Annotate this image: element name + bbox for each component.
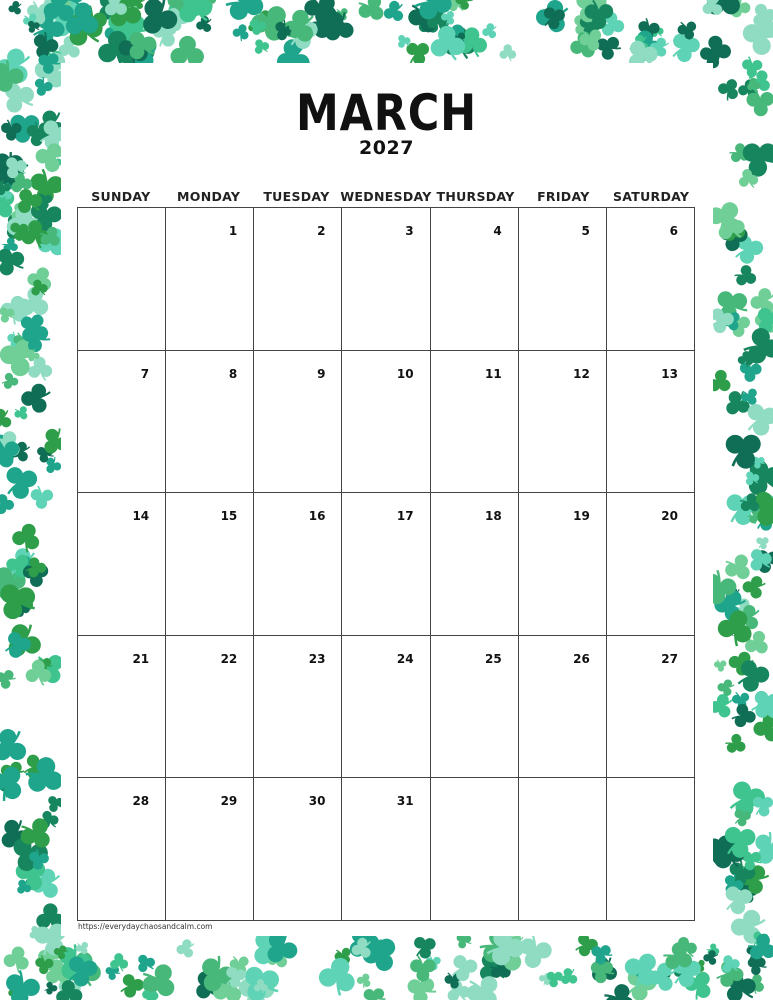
day-cell — [254, 208, 342, 351]
calendar-grid — [77, 207, 695, 921]
day-cell — [166, 208, 254, 351]
weekday-tuesday: TUESDAY — [263, 189, 330, 204]
day-number: 18 — [485, 509, 502, 524]
weekday-header-row — [77, 188, 695, 206]
shamrock-icon — [743, 576, 766, 599]
day-number: 20 — [661, 509, 678, 524]
day-number: 29 — [220, 794, 238, 809]
day-cell — [607, 778, 695, 921]
shamrock-icon — [714, 658, 727, 672]
shamrock-icon — [717, 679, 734, 696]
day-cell — [431, 493, 519, 636]
day-cell — [166, 778, 254, 921]
shamrock-icon — [31, 486, 54, 509]
source-url: https://everydaychaosandcalm.com — [78, 922, 213, 931]
day-number: 5 — [581, 224, 590, 238]
day-cell — [342, 636, 430, 779]
weekday-wednesday: WEDNESDAY — [340, 189, 432, 204]
day-cell — [78, 493, 166, 636]
weekday-thursday: THURSDAY — [436, 189, 515, 204]
weekday-friday: FRIDAY — [537, 189, 590, 204]
day-number: 26 — [573, 651, 590, 666]
day-cell — [519, 351, 607, 494]
shamrock-icon — [0, 406, 15, 433]
day-number: 2 — [317, 224, 326, 238]
month-title: MARCH — [295, 84, 478, 142]
day-number: 3 — [405, 224, 414, 238]
weekday-sunday: SUNDAY — [91, 189, 151, 204]
day-number: 31 — [396, 794, 414, 809]
shamrock-icon — [7, 0, 23, 16]
day-cell — [342, 208, 430, 351]
shamrock-icon — [251, 36, 271, 57]
day-number: 23 — [308, 651, 326, 666]
day-number: 9 — [317, 366, 326, 381]
day-cell — [607, 493, 695, 636]
shamrock-icon — [133, 951, 158, 976]
day-cell — [342, 493, 430, 636]
day-cell — [166, 636, 254, 779]
day-cell — [431, 351, 519, 494]
shamrock-icon — [723, 731, 749, 757]
shamrock-icon — [231, 22, 251, 42]
day-cell — [78, 636, 166, 779]
day-cell — [254, 636, 342, 779]
day-number: 19 — [573, 509, 590, 524]
day-number: 12 — [573, 366, 590, 381]
day-cell — [607, 208, 695, 351]
day-cell — [519, 493, 607, 636]
shamrock-icon — [175, 939, 196, 959]
year-label: 2027 — [359, 137, 414, 159]
shamrock-icon — [45, 982, 58, 994]
day-cell — [519, 636, 607, 779]
shamrock-icon — [2, 968, 42, 1000]
day-cell — [519, 778, 607, 921]
shamrock-icon — [0, 667, 17, 691]
day-cell — [254, 778, 342, 921]
weekday-saturday: SATURDAY — [612, 189, 690, 204]
day-number: 10 — [396, 366, 414, 381]
weekday-monday: MONDAY — [177, 189, 241, 204]
day-cell — [607, 636, 695, 779]
shamrock-icon — [410, 932, 440, 962]
day-number: 4 — [493, 224, 502, 238]
day-number: 11 — [485, 366, 502, 381]
day-number: 24 — [396, 651, 414, 666]
shamrock-icon — [10, 521, 43, 555]
day-cell — [431, 636, 519, 779]
day-number: 30 — [308, 794, 326, 809]
day-number: 17 — [396, 509, 414, 524]
day-number: 15 — [220, 509, 238, 524]
day-cell — [254, 493, 342, 636]
day-cell — [78, 778, 166, 921]
shamrock-icon — [355, 971, 373, 989]
day-cell — [519, 208, 607, 351]
day-cell — [78, 208, 166, 351]
day-number: 16 — [308, 509, 326, 524]
day-number: 28 — [132, 794, 150, 809]
day-number: 13 — [661, 366, 678, 381]
day-number: 7 — [140, 366, 150, 381]
day-number: 1 — [228, 224, 238, 238]
shamrock-icon — [732, 263, 759, 290]
day-number: 6 — [669, 224, 678, 238]
shamrock-icon — [2, 945, 31, 974]
day-number: 25 — [485, 651, 502, 666]
shamrock-icon — [12, 403, 31, 422]
shamrock-icon — [381, 0, 407, 24]
day-cell — [342, 351, 430, 494]
shamrock-icon — [500, 44, 516, 61]
day-number: 8 — [228, 366, 238, 381]
shamrock-icon — [119, 973, 145, 998]
day-cell — [431, 208, 519, 351]
day-cell — [78, 351, 166, 494]
day-number: 21 — [132, 651, 150, 666]
day-cell — [166, 351, 254, 494]
day-cell — [166, 493, 254, 636]
shamrock-icon — [731, 703, 757, 729]
day-number: 14 — [132, 509, 150, 524]
day-number: 27 — [661, 651, 678, 666]
day-cell — [607, 351, 695, 494]
shamrock-icon — [754, 534, 772, 552]
shamrock-icon — [0, 494, 15, 515]
day-cell — [431, 778, 519, 921]
day-cell — [254, 351, 342, 494]
shamrock-icon — [316, 954, 359, 998]
shamrock-icon — [481, 22, 499, 40]
day-number: 22 — [220, 651, 238, 666]
day-cell — [342, 778, 430, 921]
